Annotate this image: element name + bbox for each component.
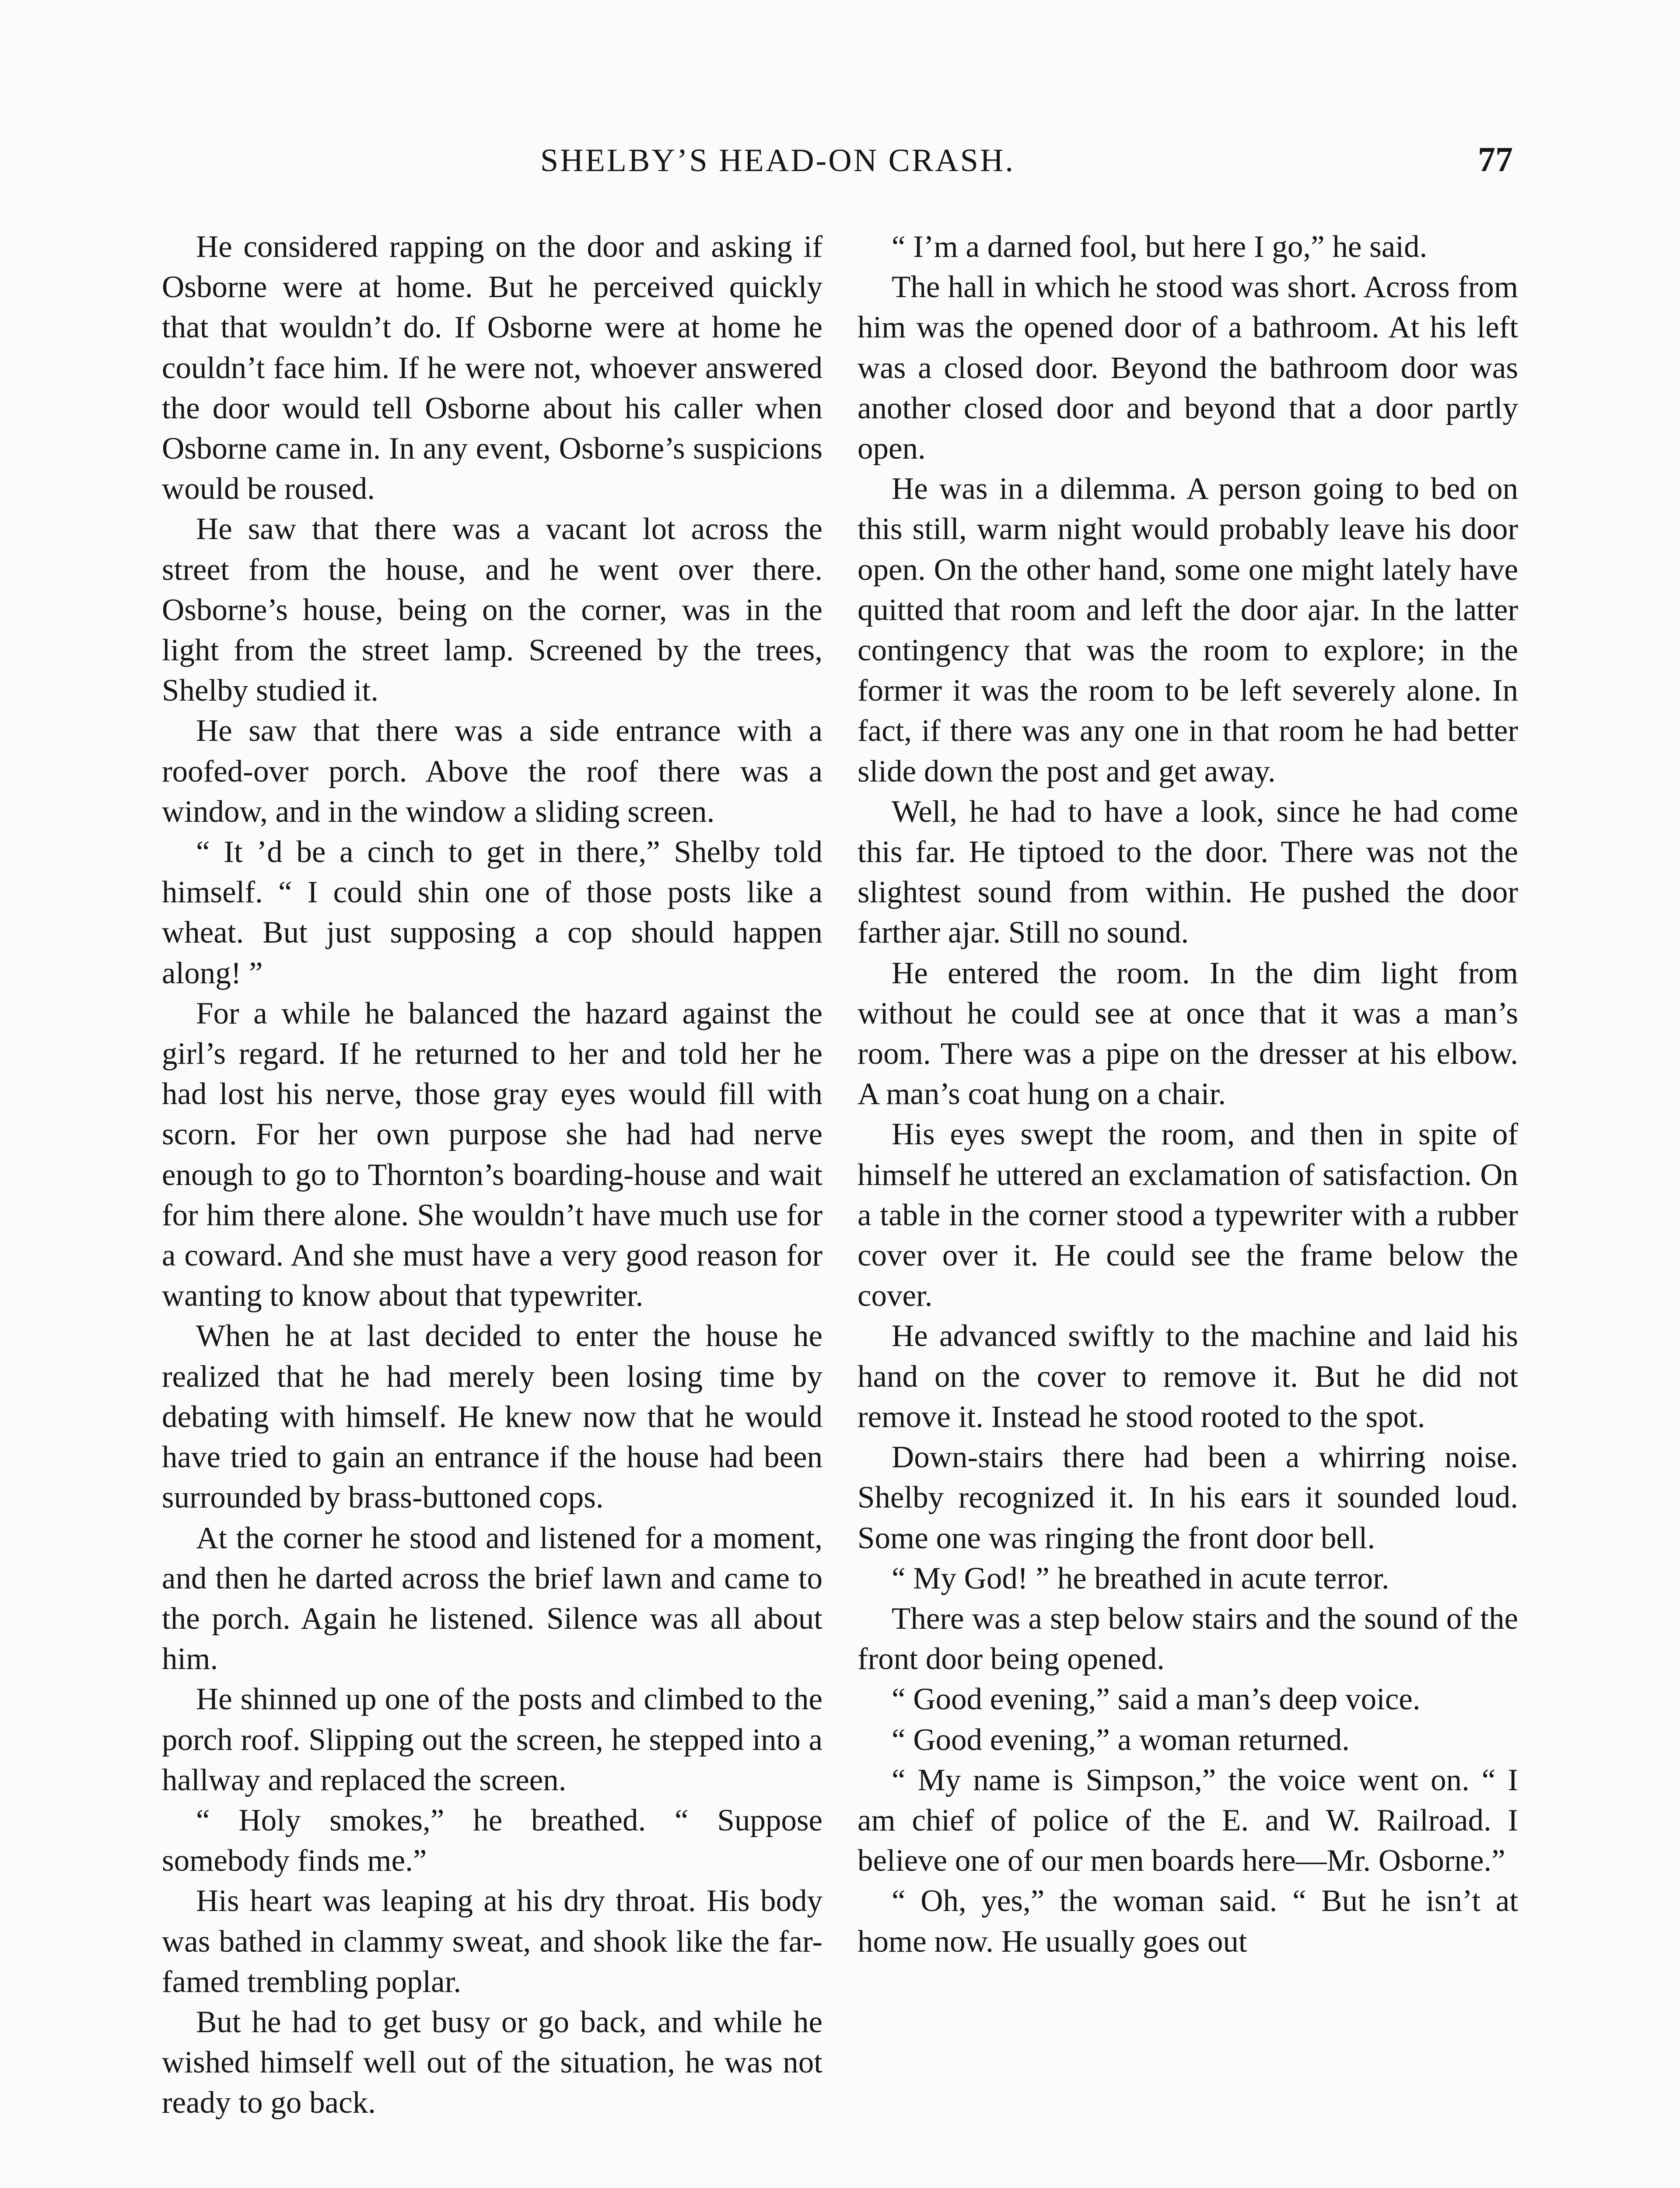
paragraph: “ Oh, yes,” the woman said. “ But he isn’t at home now. He usually goes out [858, 1884, 1518, 1959]
paragraph: His eyes swept the room, and then in spite of himself he uttered an exclamation of satisfaction. On a table in the corner stood a typewriter with a rubber cover over it. He could see the frame below the cover. [858, 1117, 1518, 1313]
left-column [162, 227, 822, 2123]
running-title: SHELBY’S HEAD-ON CRASH. [540, 143, 1015, 179]
paragraph: He considered rapping on the door and asking if Osborne were at home. But he perceived quickly that that wouldn’t do. If Osborne were at home he couldn’t face him. If he were not, whoever answered the door would tell Osborne about his caller when Osborne came in. In any event, Osborne’s suspicions would be roused. [162, 230, 822, 506]
paragraph: For a while he balanced the hazard against the girl’s regard. If he returned to her and told her he had lost his nerve, those gray eyes would fill with scorn. For her own purpose she had had nerve enough to go to Thornton’s boarding-house and wait for him there alone. She wouldn’t have much use for a coward. And she must have a very good reason for wanting to know about that typewriter. [162, 996, 822, 1313]
paragraph: At the corner he stood and listened for a moment, and then he darted across the brief lawn and came to the porch. Again he listened. Silence was all about him. [162, 1521, 822, 1676]
paragraph: “ It ’d be a cinch to get in there,” Shelby told himself. “ I could shin one of those posts like a wheat. But just supposing a cop should happen along! ” [162, 835, 822, 990]
paragraph: “ My name is Simpson,” the voice went on. “ I am chief of police of the E. and W. Railroad. I believe one of our men boards here—Mr. Osborne.” [858, 1763, 1518, 1878]
page-number: 77 [1478, 140, 1513, 179]
paragraph: But he had to get busy or go back, and while he wished himself well out of the situation, he was not ready to go back. [162, 2005, 822, 2120]
right-column [858, 227, 1518, 1962]
paragraph: “ My God! ” he breathed in acute terror. [892, 1561, 1390, 1595]
paragraph: “ I’m a darned fool, but here I go,” he said. [892, 230, 1428, 264]
paragraph: When he at last decided to enter the house he realized that he had merely been losing time by debating with himself. He knew now that he would have tried to gain an entrance if the house had been surrounded by brass-buttoned cops. [162, 1319, 822, 1515]
paragraph: “ Good evening,” a woman returned. [892, 1722, 1350, 1757]
paragraph: “ Holy smokes,” he breathed. “ Suppose somebody finds me.” [162, 1803, 822, 1878]
paragraph: There was a step below stairs and the sound of the front door being opened. [858, 1601, 1518, 1676]
paragraph: Down-stairs there had been a whirring noise. Shelby recognized it. In his ears it sounded loud. Some one was ringing the front door bell. [858, 1440, 1518, 1555]
paragraph: He entered the room. In the dim light from without he could see at once that it was a man’s room. There was a pipe on the dresser at his elbow. A man’s coat hung on a chair. [858, 956, 1518, 1112]
paragraph: He shinned up one of the posts and climbed to the porch roof. Slipping out the screen, he stepped into a hallway and replaced the screen. [162, 1682, 822, 1797]
paragraph: He saw that there was a side entrance with a roofed-over porch. Above the roof there was a window, and in the window a sliding screen. [162, 714, 822, 829]
paragraph: The hall in which he stood was short. Across from him was the opened door of a bathroom. At his left was a closed door. Beyond the bathroom door was another closed door and beyond that a door partly open. [858, 270, 1518, 466]
paragraph: His heart was leaping at his dry throat. His body was bathed in clammy sweat, and shook like the far-famed trembling poplar. [162, 1884, 822, 1999]
paragraph: He was in a dilemma. A person going to bed on this still, warm night would probably leave his door open. On the other hand, some one might lately have quitted that room and left the door ajar. In the latter contingency that was the room to explore; in the former it was the room to be left severely alone. In fact, if there was any one in that room he had better slide down the post and get away. [858, 472, 1518, 789]
paragraph: He advanced swiftly to the machine and laid his hand on the cover to remove it. But he did not remove it. Instead he stood rooted to the spot. [858, 1319, 1518, 1434]
paragraph: Well, he had to have a look, since he had come this far. He tiptoed to the door. There was not the slightest sound from within. He pushed the door farther ajar. Still no sound. [858, 794, 1518, 950]
paragraph: “ Good evening,” said a man’s deep voice. [892, 1682, 1421, 1717]
paragraph: He saw that there was a vacant lot across the street from the house, and he went over there. Osborne’s house, being on the corner, was in the light from the street lamp. Screened by the trees, Shelby studied it. [162, 512, 822, 708]
